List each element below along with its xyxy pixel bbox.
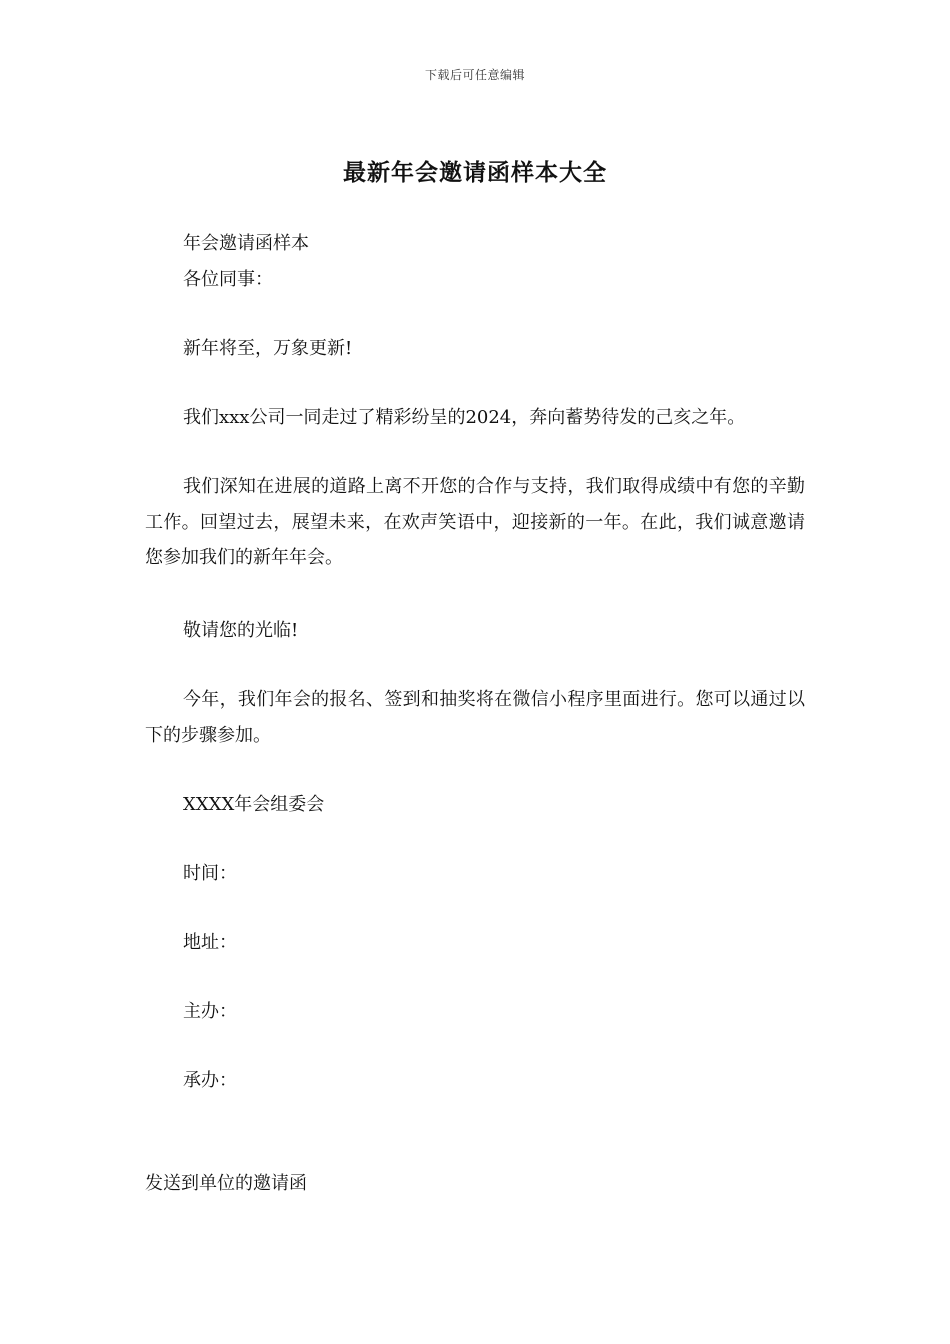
paragraph-welcome: 敬请您的光临! xyxy=(183,620,299,641)
paragraph-greeting: 新年将至，万象更新! xyxy=(183,338,353,359)
subheading: 年会邀请函样本 xyxy=(183,233,309,254)
field-address: 地址： xyxy=(183,932,237,953)
field-host: 主办： xyxy=(183,1001,237,1022)
page-title: 最新年会邀请函样本大全 xyxy=(343,160,607,186)
field-time: 时间： xyxy=(183,863,237,884)
salutation: 各位同事： xyxy=(183,269,273,290)
paragraph-intro: 我们xxx公司一同走过了精彩纷呈的2024，奔向蓄势待发的己亥之年。 xyxy=(183,407,746,428)
organizer-name: XXXX年会组委会 xyxy=(183,794,325,815)
paragraph-instructions: 今年，我们年会的报名、签到和抽奖将在微信小程序里面进行。您可以通过以下的步骤参加。 xyxy=(145,689,805,746)
field-co-host: 承办： xyxy=(183,1070,237,1091)
header-note: 下载后可任意编辑 xyxy=(424,68,525,82)
section-heading: 发送到单位的邀请函 xyxy=(145,1173,307,1194)
paragraph-invitation: 我们深知在进展的道路上离不开您的合作与支持，我们取得成绩中有您的辛勤工作。回望过去，展望未来，在欢声笑语中，迎接新的一年。在此，我们诚意邀请您参加我们的新年年会。 xyxy=(145,476,805,568)
